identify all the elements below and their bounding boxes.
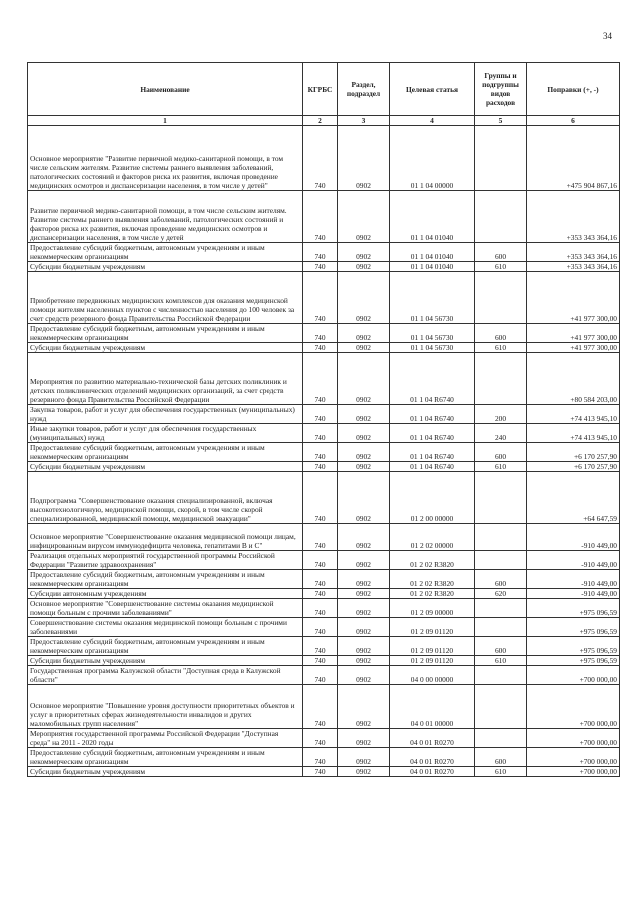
header-name: Наименование [28, 63, 303, 116]
table-row [28, 599, 620, 618]
row-target-cell: 01 1 04 R6740 [390, 424, 475, 443]
row-section-cell: 0902 [338, 126, 390, 191]
row-section-cell: 0902 [338, 324, 390, 343]
row-expense-type-cell [475, 353, 527, 405]
table-row [28, 405, 620, 424]
row-target-cell: 01 2 09 01120 [390, 637, 475, 656]
row-name-cell: Мероприятия государственной программы Российской Федерации "Доступная среда" на 2011 - 2020 годы [28, 729, 303, 748]
row-amount-cell: -910 449,00 [527, 589, 620, 599]
row-target-cell: 01 2 00 00000 [390, 472, 475, 524]
row-target-cell: 04 0 01 R0270 [390, 767, 475, 777]
row-amount-cell: +41 977 300,00 [527, 324, 620, 343]
table-row [28, 767, 620, 777]
budget-amendments-table [27, 62, 620, 777]
row-kgrbs-cell: 740 [303, 405, 338, 424]
row-target-cell: 01 1 04 01040 [390, 262, 475, 272]
row-expense-type-cell: 600 [475, 748, 527, 767]
row-target-cell: 01 1 04 R6740 [390, 353, 475, 405]
row-target-cell: 01 2 09 00000 [390, 599, 475, 618]
row-kgrbs-cell: 740 [303, 618, 338, 637]
row-amount-cell: +975 096,59 [527, 599, 620, 618]
row-expense-type-cell: 200 [475, 405, 527, 424]
row-target-cell: 01 1 04 01040 [390, 243, 475, 262]
row-section-cell: 0902 [338, 191, 390, 243]
row-section-cell: 0902 [338, 405, 390, 424]
table-row [28, 353, 620, 405]
row-target-cell: 01 1 04 56730 [390, 324, 475, 343]
column-number: 5 [475, 116, 527, 126]
row-expense-type-cell [475, 126, 527, 191]
row-section-cell: 0902 [338, 599, 390, 618]
row-expense-type-cell [475, 524, 527, 551]
row-section-cell: 0902 [338, 443, 390, 462]
row-name-cell: Предоставление субсидий бюджетным, автономным учреждениям и иным некоммерческим организациям [28, 324, 303, 343]
row-name-cell: Основное мероприятие "Совершенствование системы оказания медицинской помощи больным с прочими заболеваниями" [28, 599, 303, 618]
column-number: 4 [390, 116, 475, 126]
page-number: 34 [603, 31, 612, 41]
column-number: 1 [28, 116, 303, 126]
row-expense-type-cell [475, 551, 527, 570]
row-section-cell: 0902 [338, 262, 390, 272]
row-name-cell: Основное мероприятие "Развитие первичной медико-санитарной помощи, в том числе сельским жителям. Развитие системы раннего выявления заболеваний, патологических состояний и факторов риска их развития, включая проведение медицинских осмотров и диспансеризации населения, в том числе у детей" [28, 126, 303, 191]
row-amount-cell: +700 000,00 [527, 767, 620, 777]
row-amount-cell: -910 449,00 [527, 551, 620, 570]
row-expense-type-cell [475, 666, 527, 685]
row-target-cell: 04 0 00 00000 [390, 666, 475, 685]
row-target-cell: 04 0 01 R0270 [390, 729, 475, 748]
row-amount-cell: +700 000,00 [527, 729, 620, 748]
row-name-cell: Субсидии бюджетным учреждениям [28, 656, 303, 666]
row-kgrbs-cell: 740 [303, 637, 338, 656]
row-target-cell: 01 1 04 R6740 [390, 405, 475, 424]
row-name-cell: Совершенствование системы оказания медицинской помощи больным с прочими заболеваниями [28, 618, 303, 637]
row-section-cell: 0902 [338, 748, 390, 767]
row-section-cell: 0902 [338, 666, 390, 685]
row-kgrbs-cell: 740 [303, 424, 338, 443]
row-expense-type-cell [475, 599, 527, 618]
row-section-cell: 0902 [338, 637, 390, 656]
table-row [28, 126, 620, 191]
row-amount-cell: -910 449,00 [527, 524, 620, 551]
row-target-cell: 01 1 04 01040 [390, 191, 475, 243]
row-expense-type-cell: 600 [475, 243, 527, 262]
row-section-cell: 0902 [338, 472, 390, 524]
row-amount-cell: +64 647,59 [527, 472, 620, 524]
row-kgrbs-cell: 740 [303, 191, 338, 243]
row-amount-cell: +41 977 300,00 [527, 343, 620, 353]
row-amount-cell: +700 000,00 [527, 748, 620, 767]
table-row [28, 524, 620, 551]
column-number-row [28, 116, 620, 126]
row-name-cell: Иные закупки товаров, работ и услуг для обеспечения государственных (муниципальных) нужд [28, 424, 303, 443]
row-kgrbs-cell: 740 [303, 272, 338, 324]
header-target: Целевая статья [390, 63, 475, 116]
row-kgrbs-cell: 740 [303, 685, 338, 729]
row-name-cell: Реализация отдельных мероприятий государственной программы Российской Федерации "Развитие здравоохранения" [28, 551, 303, 570]
row-section-cell: 0902 [338, 343, 390, 353]
table-row [28, 637, 620, 656]
row-kgrbs-cell: 740 [303, 472, 338, 524]
row-target-cell: 01 2 02 R3820 [390, 551, 475, 570]
table-row [28, 589, 620, 599]
table-row [28, 570, 620, 589]
row-section-cell: 0902 [338, 656, 390, 666]
row-kgrbs-cell: 740 [303, 599, 338, 618]
row-section-cell: 0902 [338, 729, 390, 748]
row-section-cell: 0902 [338, 570, 390, 589]
row-kgrbs-cell: 740 [303, 524, 338, 551]
row-amount-cell: +6 170 257,90 [527, 462, 620, 472]
row-expense-type-cell [475, 472, 527, 524]
row-kgrbs-cell: 740 [303, 656, 338, 666]
table-row [28, 685, 620, 729]
header-groups: Группы и подгруппы видов расходов [475, 63, 527, 116]
row-target-cell: 01 1 04 R6740 [390, 443, 475, 462]
row-expense-type-cell: 610 [475, 767, 527, 777]
column-number: 2 [303, 116, 338, 126]
row-section-cell: 0902 [338, 618, 390, 637]
row-section-cell: 0902 [338, 524, 390, 551]
row-name-cell: Предоставление субсидий бюджетным, автономным учреждениям и иным некоммерческим организациям [28, 637, 303, 656]
row-kgrbs-cell: 740 [303, 243, 338, 262]
row-name-cell: Мероприятия по развитию материально-технической базы детских поликлиник и детских поликлинических отделений медицинских организаций, за счет средств резервного фонда Правительства Российской Федерации [28, 353, 303, 405]
table-row [28, 462, 620, 472]
table-row [28, 729, 620, 748]
row-name-cell: Субсидии бюджетным учреждениям [28, 262, 303, 272]
row-section-cell: 0902 [338, 353, 390, 405]
row-kgrbs-cell: 740 [303, 343, 338, 353]
row-name-cell: Предоставление субсидий бюджетным, автономным учреждениям и иным некоммерческим организациям [28, 570, 303, 589]
column-number: 6 [527, 116, 620, 126]
row-amount-cell: +74 413 945,10 [527, 405, 620, 424]
row-target-cell: 04 0 01 00000 [390, 685, 475, 729]
row-expense-type-cell: 610 [475, 462, 527, 472]
row-name-cell: Государственная программа Калужской области "Доступная среда в Калужской области" [28, 666, 303, 685]
table-row [28, 551, 620, 570]
row-kgrbs-cell: 740 [303, 262, 338, 272]
row-expense-type-cell: 610 [475, 656, 527, 666]
table-row [28, 618, 620, 637]
row-name-cell: Субсидии бюджетным учреждениям [28, 343, 303, 353]
row-section-cell: 0902 [338, 767, 390, 777]
row-kgrbs-cell: 740 [303, 443, 338, 462]
row-target-cell: 01 1 04 R6740 [390, 462, 475, 472]
row-amount-cell: +80 584 203,00 [527, 353, 620, 405]
row-section-cell: 0902 [338, 424, 390, 443]
row-amount-cell: -910 449,00 [527, 570, 620, 589]
row-expense-type-cell: 610 [475, 343, 527, 353]
row-target-cell: 01 2 02 R3820 [390, 570, 475, 589]
table-row [28, 272, 620, 324]
header-row [28, 63, 620, 116]
row-section-cell: 0902 [338, 462, 390, 472]
table-row [28, 243, 620, 262]
row-target-cell: 01 2 02 00000 [390, 524, 475, 551]
row-expense-type-cell [475, 729, 527, 748]
row-target-cell: 01 1 04 56730 [390, 343, 475, 353]
table-row [28, 324, 620, 343]
row-section-cell: 0902 [338, 685, 390, 729]
header-amendments: Поправки (+, -) [527, 63, 620, 116]
header-section: Раздел, подраздел [338, 63, 390, 116]
row-target-cell: 01 2 02 R3820 [390, 589, 475, 599]
row-amount-cell: +353 343 364,16 [527, 262, 620, 272]
row-amount-cell: +975 096,59 [527, 656, 620, 666]
row-amount-cell: +975 096,59 [527, 637, 620, 656]
row-amount-cell: +74 413 945,10 [527, 424, 620, 443]
table-row [28, 666, 620, 685]
table-row [28, 472, 620, 524]
row-kgrbs-cell: 740 [303, 462, 338, 472]
table-row [28, 262, 620, 272]
row-kgrbs-cell: 740 [303, 589, 338, 599]
row-name-cell: Субсидии бюджетным учреждениям [28, 462, 303, 472]
table-row [28, 191, 620, 243]
row-name-cell: Предоставление субсидий бюджетным, автономным учреждениям и иным некоммерческим организациям [28, 748, 303, 767]
row-target-cell: 04 0 01 R0270 [390, 748, 475, 767]
row-expense-type-cell: 600 [475, 324, 527, 343]
row-amount-cell: +353 343 364,16 [527, 243, 620, 262]
row-kgrbs-cell: 740 [303, 729, 338, 748]
header-kgrbs: КГРБС [303, 63, 338, 116]
row-expense-type-cell [475, 685, 527, 729]
row-amount-cell: +353 343 364,16 [527, 191, 620, 243]
row-amount-cell: +700 000,00 [527, 666, 620, 685]
row-name-cell: Основное мероприятие "Совершенствование оказания медицинской помощи лицам, инфицированным вирусом иммунодефицита человека, гепатитами В и С" [28, 524, 303, 551]
table-row [28, 424, 620, 443]
row-expense-type-cell [475, 618, 527, 637]
row-amount-cell: +6 170 257,90 [527, 443, 620, 462]
row-name-cell: Развитие первичной медико-санитарной помощи, в том числе сельским жителям. Развитие системы раннего выявления заболеваний, патологических состояний и факторов риска их развития, включая проведение медицинских осмотров и диспансеризации населения, в том числе у детей [28, 191, 303, 243]
row-amount-cell: +475 904 867,16 [527, 126, 620, 191]
row-expense-type-cell: 600 [475, 637, 527, 656]
row-kgrbs-cell: 740 [303, 551, 338, 570]
row-name-cell: Предоставление субсидий бюджетным, автономным учреждениям и иным некоммерческим организациям [28, 443, 303, 462]
row-name-cell: Предоставление субсидий бюджетным, автономным учреждениям и иным некоммерческим организациям [28, 243, 303, 262]
row-section-cell: 0902 [338, 243, 390, 262]
row-expense-type-cell: 600 [475, 443, 527, 462]
row-name-cell: Основное мероприятие "Повышение уровня доступности приоритетных объектов и услуг в приоритетных сферах жизнедеятельности инвалидов и других маломобильных групп населения" [28, 685, 303, 729]
row-kgrbs-cell: 740 [303, 126, 338, 191]
row-expense-type-cell: 600 [475, 570, 527, 589]
row-amount-cell: +700 000,00 [527, 685, 620, 729]
row-expense-type-cell: 610 [475, 262, 527, 272]
row-kgrbs-cell: 740 [303, 767, 338, 777]
table-row [28, 656, 620, 666]
row-expense-type-cell [475, 272, 527, 324]
row-name-cell: Субсидии бюджетным учреждениям [28, 767, 303, 777]
row-section-cell: 0902 [338, 589, 390, 599]
row-name-cell: Подпрограмма "Совершенствование оказания специализированной, включая высокотехнологичную, медицинской помощи, скорой, в том числе скорой специализированной, медицинской помощи, медицинской эвакуации" [28, 472, 303, 524]
column-number: 3 [338, 116, 390, 126]
row-section-cell: 0902 [338, 272, 390, 324]
row-target-cell: 01 2 09 01120 [390, 618, 475, 637]
table-row [28, 748, 620, 767]
row-expense-type-cell: 240 [475, 424, 527, 443]
row-target-cell: 01 1 04 00000 [390, 126, 475, 191]
row-target-cell: 01 2 09 01120 [390, 656, 475, 666]
row-kgrbs-cell: 740 [303, 324, 338, 343]
row-kgrbs-cell: 740 [303, 570, 338, 589]
row-name-cell: Субсидии автономным учреждениям [28, 589, 303, 599]
row-kgrbs-cell: 740 [303, 666, 338, 685]
row-kgrbs-cell: 740 [303, 353, 338, 405]
table-row [28, 443, 620, 462]
row-kgrbs-cell: 740 [303, 748, 338, 767]
table-row [28, 343, 620, 353]
row-name-cell: Приобретение передвижных медицинских комплексов для оказания медицинской помощи жителям населенных пунктов с численностью населения до 100 человек за счет средств резервного фонда Правительства Российской Федерации [28, 272, 303, 324]
row-expense-type-cell [475, 191, 527, 243]
row-expense-type-cell: 620 [475, 589, 527, 599]
row-name-cell: Закупка товаров, работ и услуг для обеспечения государственных (муниципальных) нужд [28, 405, 303, 424]
row-amount-cell: +975 096,59 [527, 618, 620, 637]
row-target-cell: 01 1 04 56730 [390, 272, 475, 324]
row-amount-cell: +41 977 300,00 [527, 272, 620, 324]
row-section-cell: 0902 [338, 551, 390, 570]
